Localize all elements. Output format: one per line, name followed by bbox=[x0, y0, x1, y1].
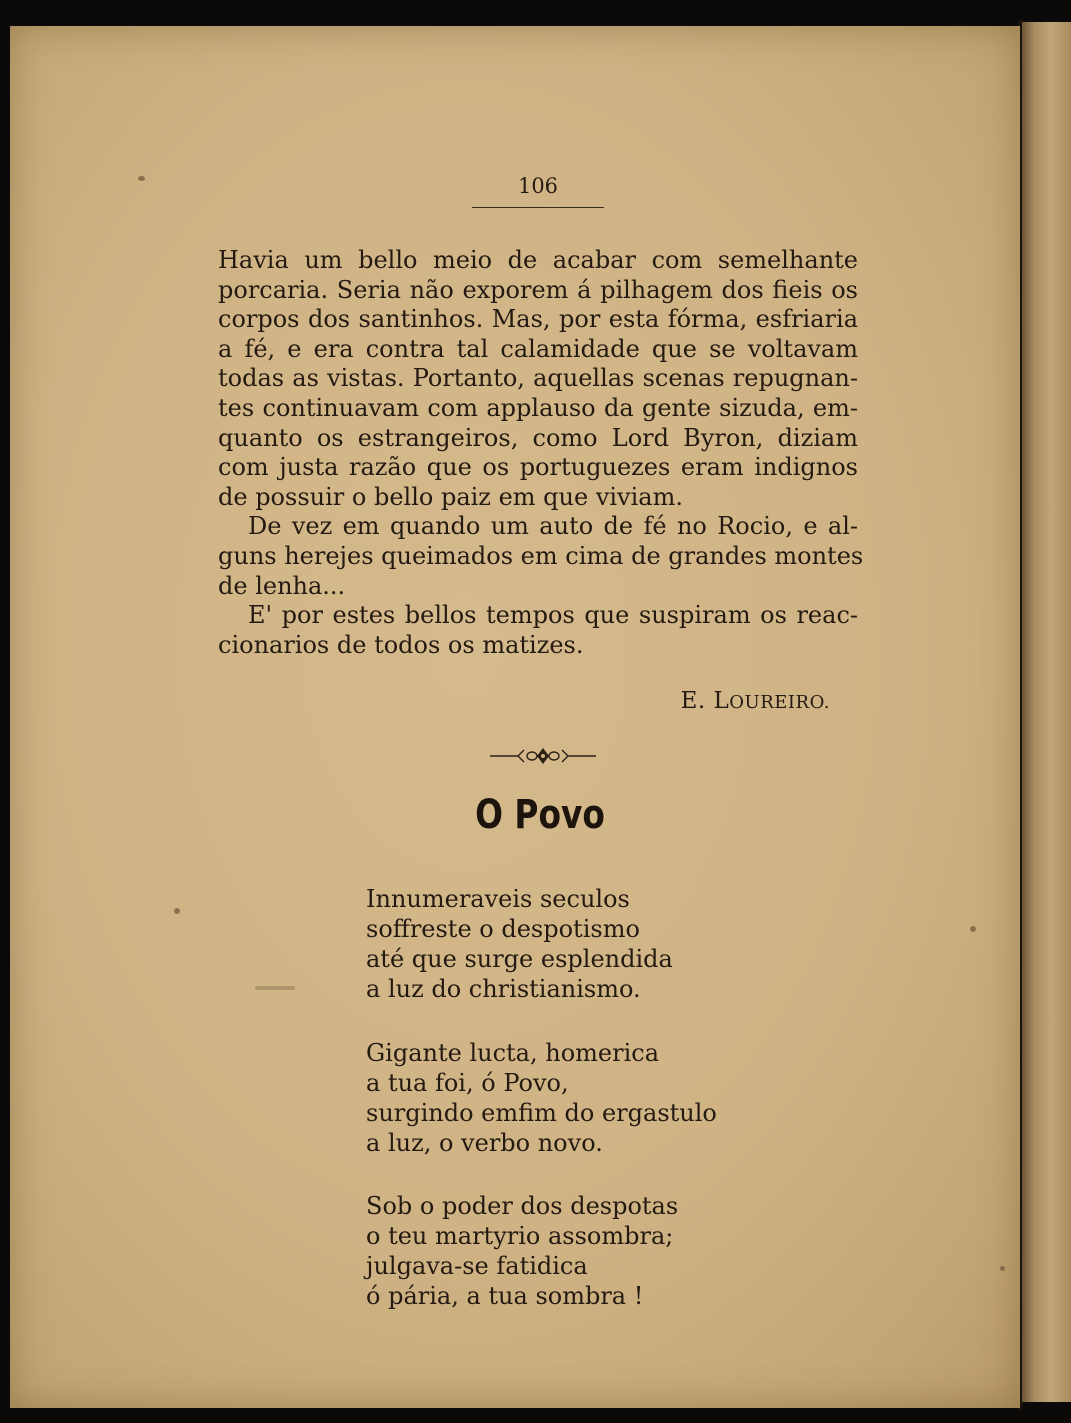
page-number: 106 bbox=[517, 174, 559, 198]
text-line: de lenha... bbox=[218, 571, 346, 600]
article-body bbox=[218, 246, 864, 660]
verse-line: Innumeraveis seculos bbox=[366, 885, 630, 913]
verse-line: Sob o poder dos despotas bbox=[366, 1192, 679, 1220]
paragraph-3 bbox=[218, 601, 858, 660]
signature-initial: E. L bbox=[680, 688, 730, 714]
poem-stanza-2 bbox=[366, 1038, 786, 1158]
text-line: cionarios de todos os matizes. bbox=[218, 630, 584, 659]
text-line: guns herejes queimados em cima de grandes montes bbox=[218, 541, 864, 570]
verse-line: a luz do christianismo. bbox=[366, 975, 641, 1003]
text-line: com justa razão que os portuguezes eram indignos bbox=[218, 453, 858, 482]
paper-speck bbox=[255, 986, 295, 990]
verse-line: até que surge esplendida bbox=[366, 945, 673, 973]
paper-speck bbox=[174, 908, 180, 914]
verse-line: julgava-se fatidica bbox=[366, 1252, 588, 1280]
verse-line: a luz, o verbo novo. bbox=[366, 1129, 603, 1157]
header-rule bbox=[472, 207, 604, 208]
text-line: corpos dos santinhos. Mas, por esta fórma, esfriaria bbox=[218, 305, 858, 334]
paper-speck bbox=[970, 926, 976, 932]
author-signature bbox=[600, 688, 830, 714]
verse-line: o teu martyrio assombra; bbox=[366, 1222, 674, 1250]
verse-line: a tua foi, ó Povo, bbox=[366, 1069, 569, 1097]
paper-speck bbox=[138, 176, 145, 181]
text-line: Havia um bello meio de acabar com semelhante bbox=[218, 246, 858, 274]
verse-line: soffreste o despotismo bbox=[366, 915, 640, 943]
text-line: quanto os estrangeiros, como Lord Byron, diziam bbox=[218, 423, 858, 452]
text-line: De vez em quando um auto de fé no Rocio, e al- bbox=[248, 512, 858, 541]
adjacent-page-edge bbox=[1022, 22, 1071, 1402]
paragraph-2 bbox=[218, 512, 864, 601]
ornament-divider-icon bbox=[488, 743, 598, 769]
text-line: tes continuavam com applauso da gente sizuda, em- bbox=[218, 393, 858, 422]
verse-line: Gigante lucta, homerica bbox=[366, 1039, 660, 1067]
signature-surname-smallcaps: OUREIRO. bbox=[729, 692, 830, 713]
paragraph-1 bbox=[218, 246, 858, 512]
text-line: a fé, e era contra tal calamidade que se voltavam bbox=[218, 334, 858, 363]
text-line: de possuir o bello paiz em que viviam. bbox=[218, 482, 683, 511]
poem-stanza-3 bbox=[366, 1191, 786, 1311]
text-line: todas as vistas. Portanto, aquellas scenas repugnan- bbox=[218, 364, 858, 393]
verse-line: surgindo emfim do ergastulo bbox=[366, 1099, 717, 1127]
paper-speck bbox=[1000, 1266, 1005, 1271]
text-line: porcaria. Seria não exporem á pilhagem dos fieis os bbox=[218, 275, 858, 304]
verse-line: ó pária, a tua sombra ! bbox=[366, 1282, 644, 1310]
text-line: E' por estes bellos tempos que suspiram os reac- bbox=[248, 601, 858, 630]
poem-title: O Povo bbox=[475, 792, 605, 838]
poem-stanza-1 bbox=[366, 884, 786, 1004]
